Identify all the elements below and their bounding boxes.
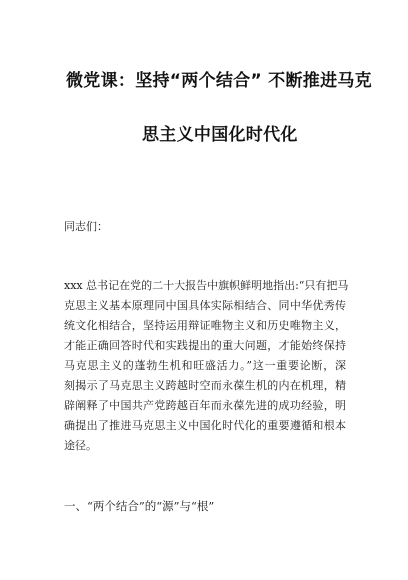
paragraph-line: 刻揭示了马克思主义跨越时空而永葆生机的内在机理，精 [64,379,346,392]
paragraph-line: xxx 总书记在党的二十大报告中旗帜鲜明地指出:“只有把马 [64,279,349,292]
paragraph-line: 克思主义基本原理同中国具体实际相结合、同中华优秀传 [64,299,346,312]
paragraph-line: 马克思主义的蓬勃生机和旺盛活力。”这一重要论断，深 [64,359,346,372]
document-title-line-1: 微党课：坚持“两个结合” 不断推进马克 [66,71,372,91]
document-title-line-2: 思主义中国化时代化 [142,125,298,145]
body-paragraph [64,276,349,456]
paragraph-line: 确提出了推进马克思主义中国化时代化的重要遵循和根本 [64,419,346,432]
paragraph-line: 辟阐释了中国共产党跨越百年而永葆先进的成功经验，明 [64,399,346,412]
greeting: 同志们： [64,220,108,233]
section-heading: 一、“两个结合”的“源”与“根” [64,499,215,513]
paragraph-line: 统文化相结合，坚持运用辩证唯物主义和历史唯物主义， [64,319,346,332]
paragraph-line: 才能正确回答时代和实践提出的重大问题，才能始终保持 [64,339,346,352]
paragraph-line: 途径。 [64,439,97,452]
